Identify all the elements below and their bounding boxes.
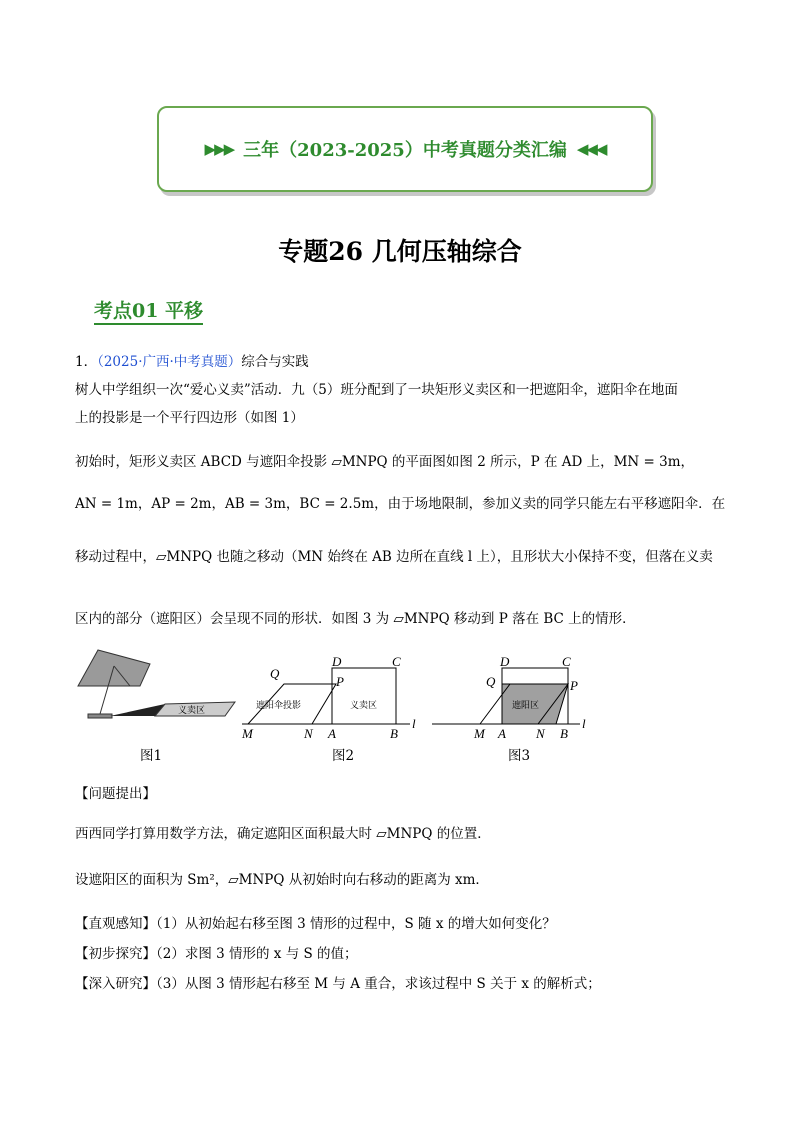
label-l: l <box>412 716 416 731</box>
label-b-3: B <box>560 726 568 741</box>
caption-fig3: 图3 <box>508 748 531 764</box>
label-q-3: Q <box>486 674 496 689</box>
umbrella-base <box>88 714 112 718</box>
subquestion-1: 【直观感知】（1）从初始起右移至图 3 情形的过程中，S 随 x 的增大如何变化？ <box>75 916 556 932</box>
label-n: N <box>304 726 313 741</box>
yimai2-label: 义卖区 <box>350 700 378 710</box>
figure-3 <box>432 654 586 741</box>
label-p-3: P <box>570 678 578 693</box>
subquestion-3: 【深入研究】（3）从图 3 情形起右移至 M 与 A 重合，求该过程中 S 关于 x 的解析式； <box>75 976 601 992</box>
label-c: C <box>392 654 401 669</box>
question-header <box>75 350 309 370</box>
left-arrows-icon: ◀◀◀ <box>576 140 606 158</box>
paragraph-7: 西西同学打算用数学方法，确定遮阳区面积最大时 ▱MNPQ 的位置． <box>75 826 491 842</box>
label-n-3: N <box>536 726 545 741</box>
paragraph-6: 区内的部分（遮阳区）会呈现不同的形状．如图 3 为 ▱MNPQ 移动到 P 落在 BC 上的情形． <box>75 611 636 627</box>
right-arrows-icon: ▶▶▶ <box>204 140 234 158</box>
paragraph-2: 上的投影是一个平行四边形（如图 1） <box>75 410 304 426</box>
paragraph-5: 移动过程中，▱MNPQ 也随之移动（MN 始终在 AB 边所在直线 l 上），且形状大小保持不变，但落在义卖 <box>75 549 713 565</box>
paragraph-8: 设遮阳区的面积为 Sm²，▱MNPQ 从初始时向右移动的距离为 xm． <box>75 872 489 888</box>
label-q: Q <box>270 666 280 681</box>
banner-text: 三年（2023-2025）中考真题分类汇编 <box>243 140 567 161</box>
label-c-3: C <box>562 654 571 669</box>
label-p: P <box>336 674 344 689</box>
caption-fig2: 图2 <box>332 748 355 764</box>
section-heading: 考点01 平移 <box>94 299 203 325</box>
question-number: 1． <box>75 354 98 370</box>
label-a: A <box>328 726 336 741</box>
heading-problem: 【问题提出】 <box>75 786 156 802</box>
zheyang-label: 遮阳区 <box>512 700 540 710</box>
label-m: M <box>242 726 253 741</box>
figure-1 <box>78 650 235 718</box>
paragraph-1: 树人中学组织一次“爱心义卖”活动．九（5）班分配到了一块矩形义卖区和一把遮阳伞，遮阳伞在地面 <box>75 382 678 398</box>
subquestion-2: 【初步探究】（2）求图 3 情形的 x 与 S 的值； <box>75 946 358 962</box>
page-title: 专题26 几何压轴综合 <box>278 237 522 266</box>
label-a-3: A <box>498 726 506 741</box>
figures-svg <box>70 646 690 746</box>
yimai-label: 义卖区 <box>178 705 206 715</box>
umbrella-top <box>78 650 150 686</box>
label-d: D <box>332 654 342 669</box>
question-source[interactable]: （2025·广西·中考真题） <box>97 354 242 370</box>
label-d-3: D <box>500 654 510 669</box>
label-l-3: l <box>582 716 586 731</box>
label-m-3: M <box>474 726 485 741</box>
paragraph-3: 初始时，矩形义卖区 ABCD 与遮阳伞投影 ▱MNPQ 的平面图如图 2 所示，P 在 AD 上，MN = 3m， <box>75 454 695 470</box>
caption-fig1: 图1 <box>140 748 163 764</box>
header-banner <box>157 106 653 192</box>
label-b: B <box>390 726 398 741</box>
paragraph-4: AN = 1m，AP = 2m，AB = 3m，BC = 2.5m，由于场地限制，参加义卖的同学只能左右平移遮阳伞．在 <box>75 496 726 512</box>
figure-row <box>70 646 690 766</box>
question-tag: 综合与实践 <box>241 354 309 370</box>
shade-label: 遮阳伞投影 <box>256 700 302 710</box>
figure-2 <box>241 654 416 741</box>
